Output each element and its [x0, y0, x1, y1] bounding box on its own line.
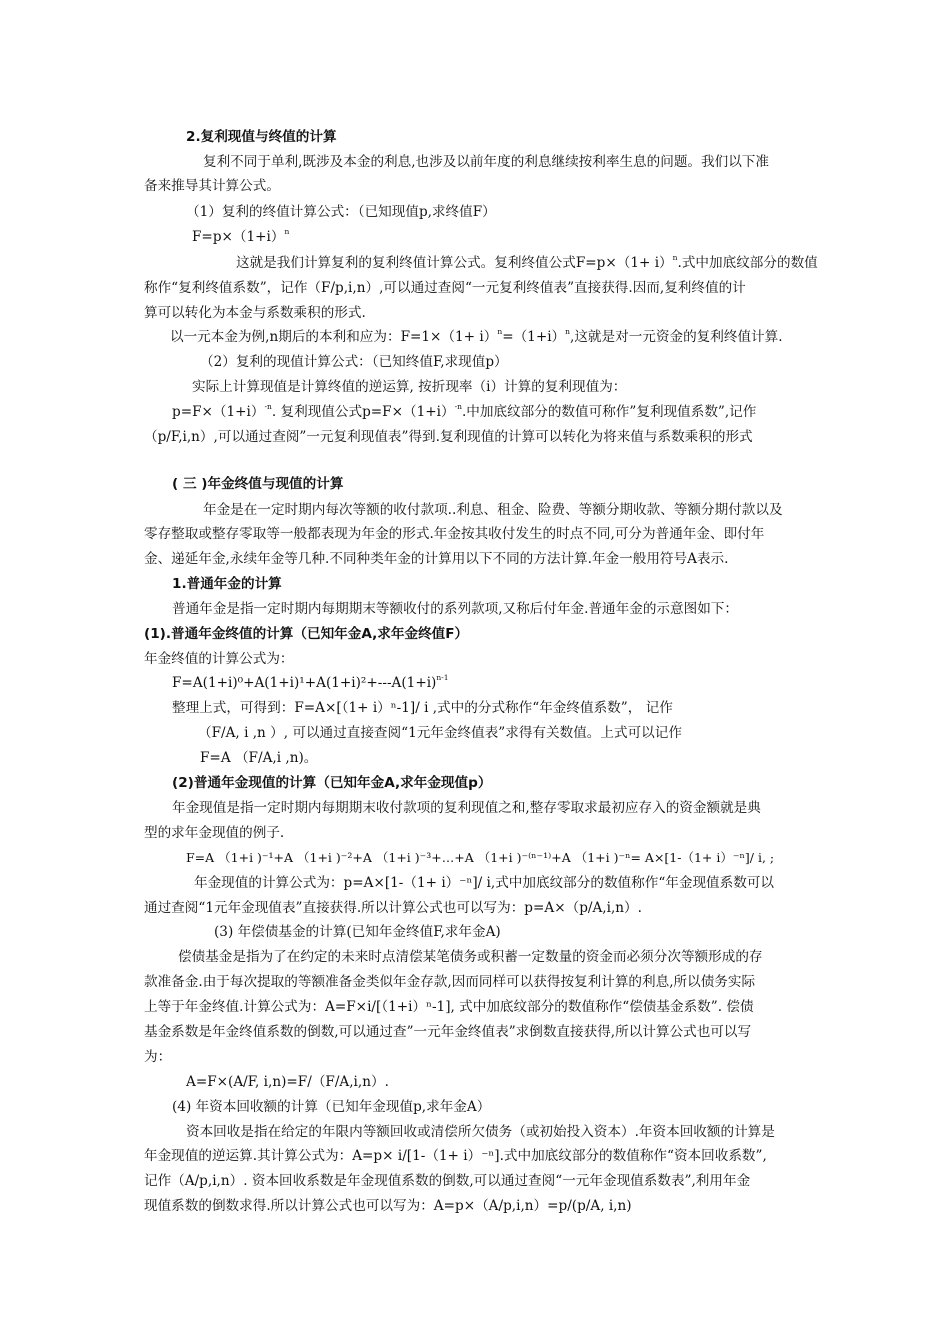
paragraph-line: 记作（A/p,i,n）. 资本回收系数是年金现值系数的倒数,可以通过查阅“一元年金现值系数表”,利用年金	[144, 1173, 751, 1189]
paragraph-line: 上等于年金终值.计算公式为：A=F×i/[（1+i）ⁿ-1], 式中加底纹部分的数值称作“偿债基金系数”. 偿债	[144, 999, 754, 1015]
paragraph-line: 年金是在一定时期内每次等额的收付款项..利息、租金、险费、等额分期收款、等额分期付款以及	[203, 502, 783, 518]
subsection-title: (4) 年资本回收额的计算（已知年金现值p,求年金A）	[172, 1099, 491, 1115]
subsection-title: （2）复利的现值计算公式：（已知终值F,求现值p）	[200, 354, 508, 370]
formula-annuity-fv: $F=A(1+i)^0+A(1+i)^1+A(1+i)^2+---A(1+i)^{n-1}$	[172, 673, 449, 691]
paragraph-line: 普通年金是指一定时期内每期期末等额收付的系列款项,又称后付年金.普通年金的示意图如下：	[172, 601, 738, 617]
subsection-title: (3) 年偿债基金的计算(已知年金终值F,求年金A)	[214, 924, 501, 940]
paragraph-line: 年金终值的计算公式为：	[144, 651, 294, 667]
formula-compound-fv: $F=p\times(1+i)^n$	[192, 227, 290, 245]
paragraph-line: 资本回收是指在给定的年限内等额回收或清偿所欠债务（或初始投入资本）.年资本回收额的计算是	[186, 1124, 775, 1140]
paragraph-line: 型的求年金现值的例子.	[144, 825, 285, 841]
paragraph-line: 年金现值是指一定时期内每期期末收付款项的复利现值之和,整存零取求最初应存入的资金额就是典	[172, 800, 761, 816]
heading-ordinary-fv: (1).普通年金终值的计算（已知年金A,求年金终值F）	[144, 626, 469, 642]
paragraph-line: （F/A, i ,n ）, 可以通过直接查阅“1元年金终值表”求得有关数值。上式可以记作	[198, 725, 682, 741]
paragraph-line: 这就是我们计算复利的复利终值计算公式。复利终值公式$F=p\times(1+ i)^n$.式中加底纹部分的数值	[236, 253, 818, 271]
paragraph-line: 零存整取或整存零取等一般都表现为年金的形式.年金按其收付发生的时点不同,可分为普通年金、即付年	[144, 526, 765, 542]
paragraph-line: 以一元本金为例,n期后的本利和应为：$F=1\times(1+ i)^n=(1+i)^n$,这就是对一元资金的复利终值计算.	[170, 327, 783, 345]
paragraph-line: 年金现值的逆运算.其计算公式为：A=p× i/[1-（1+ i）⁻ⁿ].式中加底纹部分的数值称作“资本回收系数”,	[144, 1148, 767, 1164]
formula-annuity-pv: F=A （1+i )⁻¹+A （1+i )⁻²+A （1+i )⁻³+…+A （1+i )⁻⁽ⁿ⁻¹⁾+A （1+i )⁻ⁿ= A×[1-（1+ i）⁻ⁿ]/ i, ;	[186, 850, 775, 865]
paragraph-line: 算可以转化为本金与系数乘积的形式.	[144, 305, 366, 321]
paragraph-line: 基金系数是年金终值系数的倒数,可以通过查”一元年金终值表”求倒数直接获得,所以计算公式也可以写	[144, 1024, 752, 1040]
section-heading-annuity: ( 三 )年金终值与现值的计算	[172, 476, 344, 492]
formula-annuity-fv-short: F=A （F/A,i ,n)。	[200, 750, 318, 766]
paragraph-line: 金、递延年金,永续年金等几种.不同种类年金的计算用以下不同的方法计算.年金一般用符号A表示.	[144, 551, 729, 567]
paragraph-line: 备来推导其计算公式。	[144, 178, 280, 194]
paragraph-line: 偿债基金是指为了在约定的未来时点清偿某笔债务或积蓄一定数量的资金而必须分次等额形成的存	[178, 949, 763, 965]
paragraph-line: 款准备金.由于每次提取的等额准备金类似年金存款,因而同样可以获得按复利计算的利息,所以债务实际	[144, 974, 756, 990]
paragraph-line: $p=F\times(1+i)^{-n}$. 复利现值公式$p=F\times(1+i)^{-n}$.中加底纹部分的数值可称作”复利现值系数”,记作	[172, 402, 757, 420]
subsection-title: （1）复利的终值计算公式：（已知现值p,求终值F）	[186, 204, 496, 220]
paragraph-line: 复利不同于单利,既涉及本金的利息,也涉及以前年度的利息继续按利率生息的问题。我们以下准	[203, 154, 769, 170]
paragraph-line: 通过查阅“1元年金现值表”直接获得.所以计算公式也可以写为：p=A×（p/A,i,n）.	[144, 900, 642, 916]
paragraph-line: 为：	[144, 1049, 172, 1065]
section-heading-compound: 2.复利现值与终值的计算	[186, 129, 337, 145]
paragraph-line: 称作“复利终值系数”，记作（F/p,i,n）,可以通过查阅“一元复利终值表”直接获得.因而,复利终值的计	[144, 280, 746, 296]
paragraph-line: 实际上计算现值是计算终值的逆运算, 按折现率（i）计算的复利现值为：	[192, 379, 627, 395]
section-heading-ordinary: 1.普通年金的计算	[172, 576, 282, 592]
paragraph-line: 现值系数的倒数求得.所以计算公式也可以写为：A=p×（A/p,i,n）=p/(p/A, i,n)	[144, 1198, 632, 1214]
paragraph-line: 年金现值的计算公式为：p=A×[1-（1+ i）⁻ⁿ]/ i,式中加底纹部分的数值称作“年金现值系数可以	[194, 875, 775, 891]
paragraph-line: （p/F,i,n）,可以通过查阅”一元复利现值表”得到.复利现值的计算可以转化为将来值与系数乘积的形式	[144, 429, 753, 445]
heading-ordinary-pv: (2)普通年金现值的计算（已知年金A,求年金现值p）	[172, 775, 492, 791]
formula-sinking-fund: A=F×(A/F, i,n)=F/（F/A,i,n）.	[186, 1074, 389, 1090]
paragraph-line: 整理上式，可得到：F=A×[（1+ i）ⁿ-1]/ i ,式中的分式称作“年金终值系数”， 记作	[172, 700, 673, 716]
